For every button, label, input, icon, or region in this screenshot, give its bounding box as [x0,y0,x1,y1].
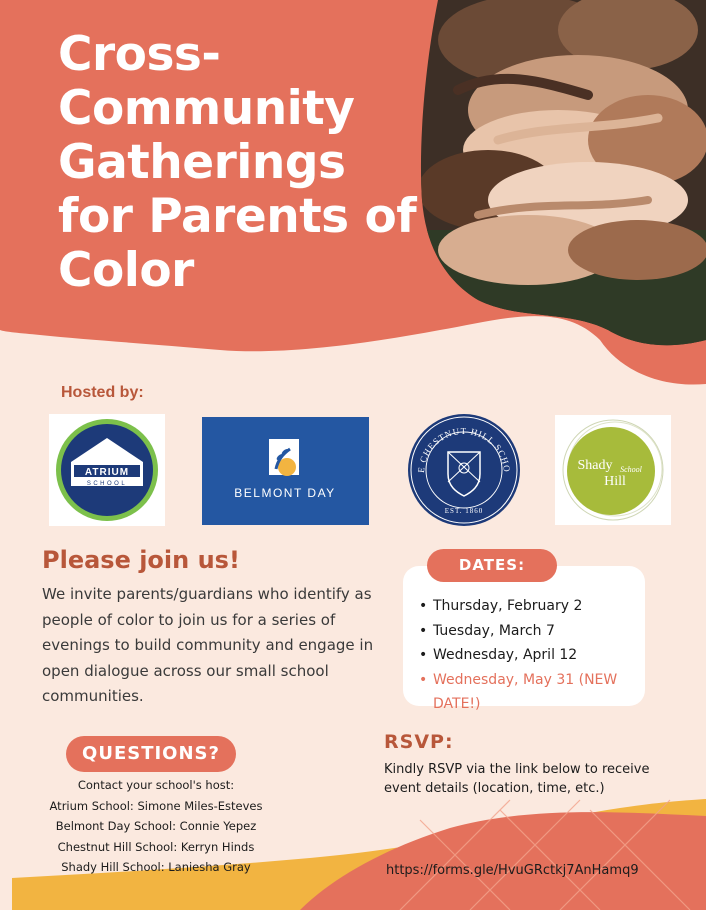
atrium-logo-name: ATRIUM [84,467,130,478]
shady-logo-name: Shady [577,458,613,473]
chestnut-hill-logo [406,412,522,528]
shady-logo-extra: School [620,465,642,474]
atrium-logo-sub: SCHOOL [86,481,128,487]
atrium-school-logo [49,414,165,526]
page-title: Cross-Community Gatherings for Parents of Color [58,27,417,298]
shady-hill-logo [555,415,671,525]
hands-photo [418,0,706,360]
join-heading: Please join us! [42,546,240,574]
shady-logo-sub: Hill [604,474,626,489]
rsvp-description: Kindly RSVP via the link below to receive event details (location, time, etc.) [384,762,650,796]
chestnut-logo-sub: EST. 1860 [444,507,484,515]
belmont-day-logo [202,417,369,525]
contact-intro: Contact your school's host: [77,778,235,792]
contact-line: Shady Hill School: Laniesha Gray [61,860,251,874]
contact-line: Chestnut Hill School: Kerryn Hinds [57,839,255,854]
contact-line: Atrium School: Simone Miles-Esteves [49,798,263,813]
dates-list [433,594,643,717]
join-description: We invite parents/guardians who identify as people of color to join us for a series of evenings to build community and engage in open dialogue across our small school communities. [42,585,374,705]
questions-label: QUESTIONS? [66,736,236,772]
rsvp-link[interactable]: https://forms.gle/HvuGRctkj7AnHamq9 [386,863,639,878]
date-item: • Wednesday, April 12 [433,643,643,668]
date-item: • Thursday, February 2 [433,594,643,619]
date-item-new: • Wednesday, May 31 (NEW DATE!) [433,668,643,717]
belmont-logo-name: BELMONT DAY [234,486,336,500]
dates-label: DATES: [427,549,557,582]
contact-list [28,775,284,878]
hosted-by-label: Hosted by: [61,384,144,401]
date-item: • Tuesday, March 7 [433,619,643,644]
rsvp-heading: RSVP: [384,731,454,753]
contact-line: Belmont Day School: Connie Yepez [55,819,257,833]
chestnut-logo-name: E CHESTNUT HILL SCHO [415,425,513,474]
